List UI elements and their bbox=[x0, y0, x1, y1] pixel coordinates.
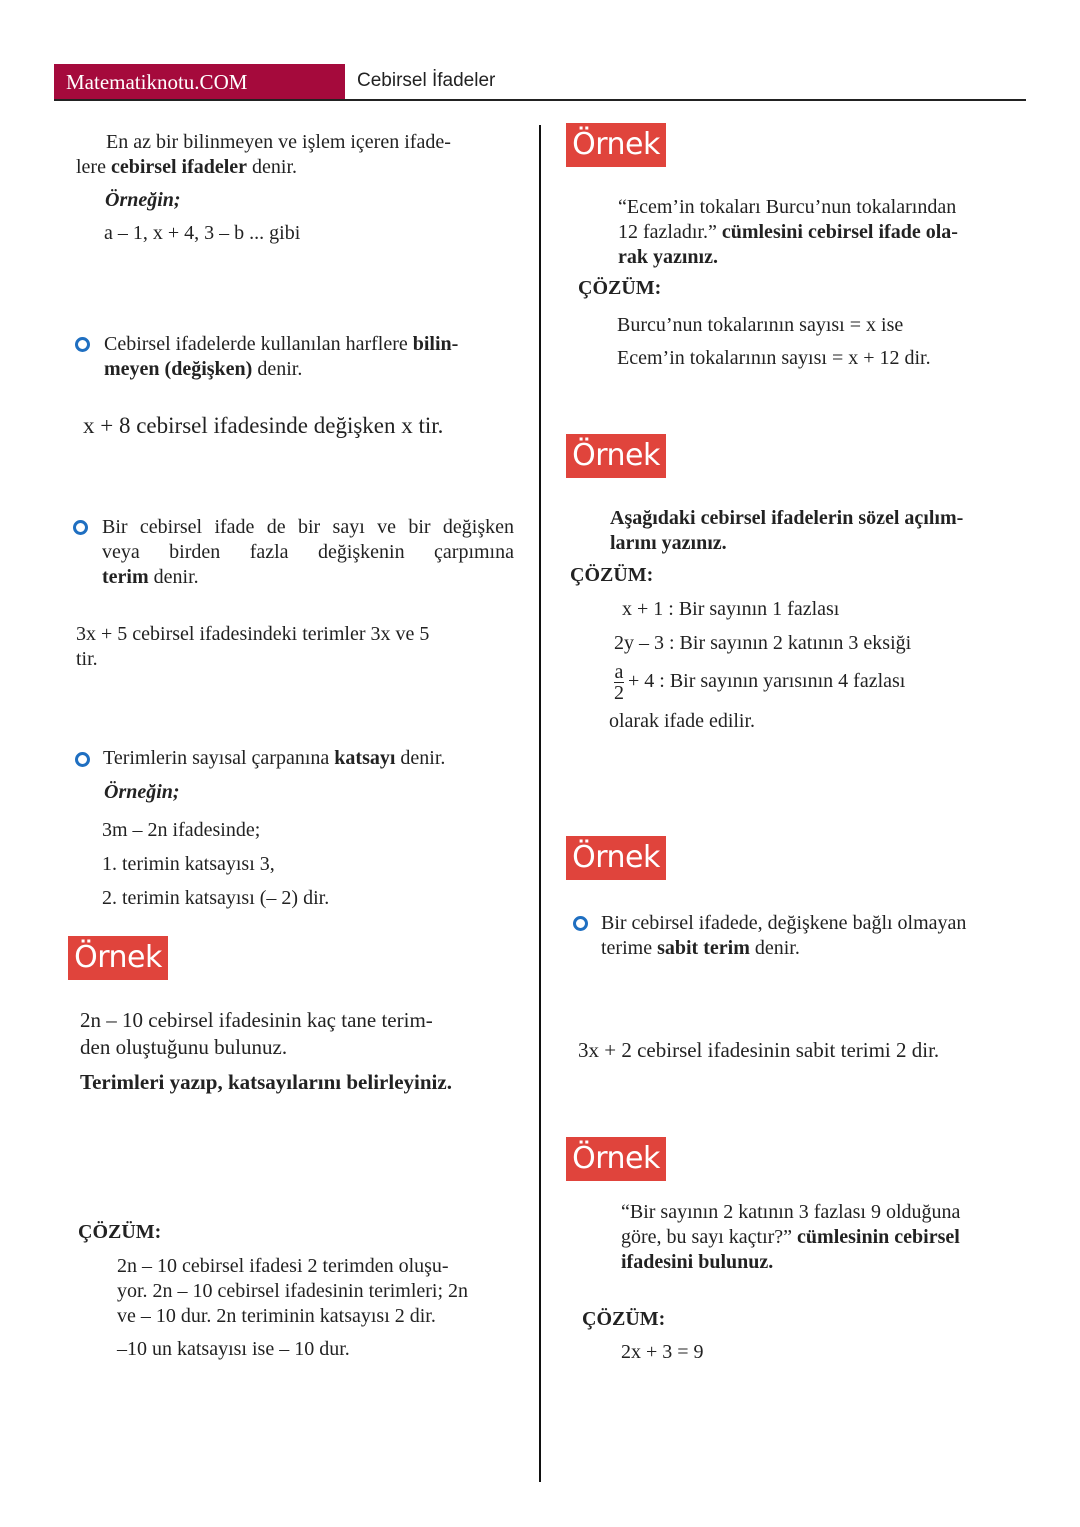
text-line: veya birden fazla değişkenin çarpımına bbox=[102, 541, 514, 563]
coefficient-examples bbox=[102, 813, 329, 915]
bullet-icon bbox=[75, 752, 90, 767]
bold-instruction: Terimleri yazıp, katsayılarını belirleyiniz. bbox=[80, 1070, 452, 1094]
bold-instruction: cümlesinin cebirsel bbox=[797, 1226, 960, 1248]
text: denir. bbox=[247, 156, 298, 178]
bold-instruction: cümlesini cebirsel ifade ola- bbox=[721, 221, 958, 243]
text-line: “Bir sayının 2 katının 3 fazlası 9 olduğuna bbox=[621, 1201, 961, 1223]
bullet-icon bbox=[75, 337, 90, 352]
header-divider bbox=[54, 99, 1026, 101]
text-line: Bir cebirsel ifade de bir sayı ve bir değişken bbox=[102, 516, 514, 538]
text: lere bbox=[76, 156, 111, 178]
text-line: 2. terimin katsayısı (– 2) dir. bbox=[102, 887, 330, 909]
text: Terimlerin sayısal çarpanına bbox=[103, 747, 335, 769]
ornegin-label: Örneğin; bbox=[105, 189, 181, 211]
text-line: yor. 2n – 10 cebirsel ifadesinin terimleri; 2n bbox=[117, 1280, 469, 1302]
text-line: ve – 10 dur. 2n teriminin katsayısı 2 dir. bbox=[117, 1305, 436, 1327]
bullet-constant bbox=[601, 911, 1021, 961]
denominator: 2 bbox=[614, 682, 624, 704]
cozum-label: ÇÖZÜM: bbox=[78, 1221, 162, 1243]
text-line: x + 1 : Bir sayının 1 fazlası bbox=[622, 598, 840, 620]
question-2 bbox=[618, 195, 1018, 270]
site-brand: Matematiknotu.COM bbox=[54, 64, 345, 100]
text-line: 1. terimin katsayısı 3, bbox=[102, 853, 275, 875]
bullet-icon bbox=[573, 916, 588, 931]
ornek-badge: Örnek bbox=[566, 1137, 666, 1181]
ornegin-label: Örneğin; bbox=[104, 781, 180, 803]
text: Cebirsel ifadelerde kullanılan harflere bbox=[104, 333, 413, 355]
ornek-badge: Örnek bbox=[566, 123, 666, 167]
text-line: “Ecem’in tokaları Burcu’nun tokalarından bbox=[618, 196, 957, 218]
question-3 bbox=[610, 506, 1020, 556]
solution-1 bbox=[117, 1254, 517, 1362]
bold-instruction: ifadesini bulunuz. bbox=[621, 1251, 774, 1273]
cozum-label: ÇÖZÜM: bbox=[578, 277, 662, 299]
page-title: Cebirsel İfadeler bbox=[357, 70, 496, 91]
bullet-term bbox=[102, 515, 514, 590]
text-line: En az bir bilinmeyen ve işlem içeren ifade- bbox=[106, 131, 451, 153]
numerator: a bbox=[614, 661, 624, 683]
solution-3 bbox=[609, 597, 912, 734]
text-line: 2n – 10 cebirsel ifadesinin kaç tane terim- bbox=[80, 1008, 433, 1032]
text-line: 2n – 10 cebirsel ifadesi 2 terimden oluşu- bbox=[117, 1255, 449, 1277]
bullet-icon bbox=[73, 520, 88, 535]
fraction bbox=[614, 662, 624, 703]
text-line: 3m – 2n ifadesinde; bbox=[102, 819, 261, 841]
bold-instruction: larını yazınız. bbox=[610, 532, 727, 554]
text: denir. bbox=[749, 937, 800, 959]
bold-term: cebirsel ifadeler bbox=[110, 156, 248, 178]
solution-2 bbox=[617, 309, 931, 375]
bold-term: bilin- bbox=[412, 333, 459, 355]
text-line: Burcu’nun tokalarının sayısı = x ise bbox=[617, 314, 904, 336]
ornek-badge: Örnek bbox=[566, 836, 666, 880]
variable-example: x + 8 cebirsel ifadesinde değişken x tir. bbox=[83, 413, 444, 438]
bold-term: terim bbox=[102, 566, 149, 588]
constant-example: 3x + 2 cebirsel ifadesinin sabit terimi 2 dir. bbox=[578, 1038, 940, 1062]
text: terime bbox=[601, 937, 658, 959]
text-line: den oluştuğunu bulunuz. bbox=[80, 1035, 288, 1059]
text-line: Bir cebirsel ifadede, değişkene bağlı olmayan bbox=[601, 912, 967, 934]
column-divider bbox=[539, 125, 541, 1482]
bold-instruction: rak yazınız. bbox=[618, 246, 718, 268]
text-line: tir. bbox=[76, 648, 98, 670]
text: 12 fazladır.” bbox=[618, 221, 722, 243]
text: göre, bu sayı kaçtır?” bbox=[621, 1226, 798, 1248]
text: denir. bbox=[252, 358, 303, 380]
bullet-coefficient bbox=[103, 746, 445, 771]
cozum-label: ÇÖZÜM: bbox=[582, 1308, 666, 1330]
ornek-badge: Örnek bbox=[566, 434, 666, 478]
text: denir. bbox=[395, 747, 446, 769]
text-line: olarak ifade edilir. bbox=[609, 710, 756, 732]
text-line bbox=[76, 155, 516, 180]
text-line bbox=[102, 565, 514, 590]
text: + 4 : Bir sayının yarısının 4 fazlası bbox=[628, 670, 906, 693]
question-1 bbox=[80, 1007, 520, 1096]
text-line: Ecem’in tokalarının sayısı = x + 12 dir. bbox=[617, 347, 931, 369]
bold-term: sabit terim bbox=[657, 937, 750, 959]
bold-term: meyen (değişken) bbox=[104, 358, 253, 380]
bold-instruction: Aşağıdaki cebirsel ifadelerin sözel açılım- bbox=[610, 507, 964, 529]
text-line: 3x + 5 cebirsel ifadesindeki terimler 3x ve 5 bbox=[76, 623, 430, 645]
text-line: –10 un katsayısı ise – 10 dur. bbox=[117, 1338, 350, 1360]
text-line: 2y – 3 : Bir sayının 2 katının 3 eksiği bbox=[614, 632, 912, 654]
bullet-variable bbox=[104, 332, 519, 382]
question-4 bbox=[621, 1200, 1021, 1275]
solution-4: 2x + 3 = 9 bbox=[621, 1341, 704, 1363]
ornek-badge: Örnek bbox=[68, 936, 168, 980]
definition-text bbox=[76, 130, 516, 180]
cozum-label: ÇÖZÜM: bbox=[570, 564, 654, 586]
examples: a – 1, x + 4, 3 – b ... gibi bbox=[104, 222, 301, 244]
terms-example bbox=[76, 622, 521, 672]
text: denir. bbox=[148, 566, 199, 588]
bold-term: katsayı bbox=[334, 747, 396, 769]
